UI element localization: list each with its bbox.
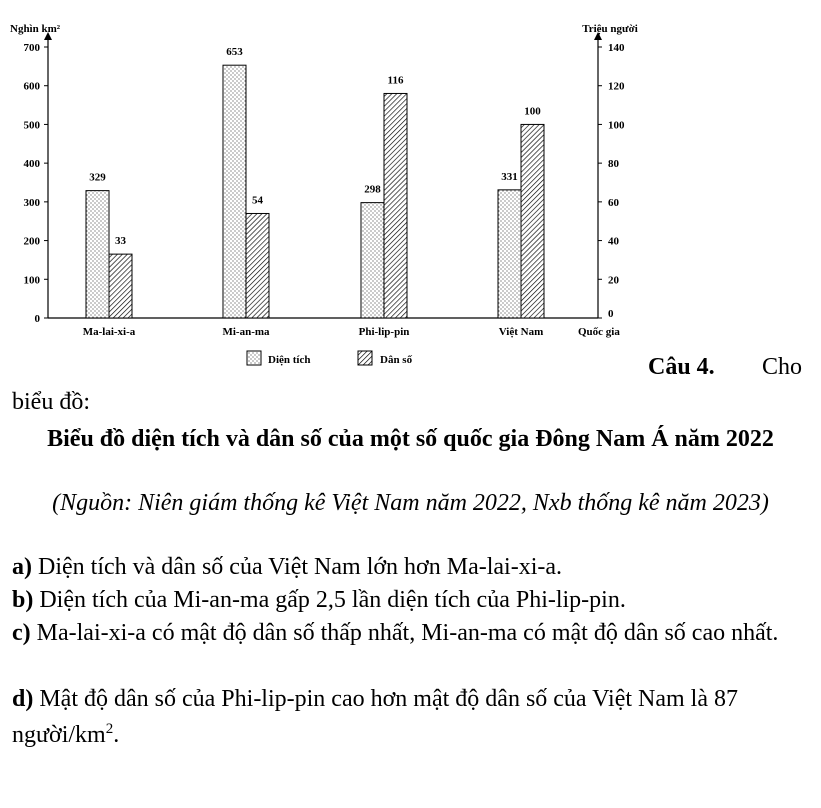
left-tick-label: 200 xyxy=(23,235,40,248)
statement-c xyxy=(12,618,812,648)
bar-chart xyxy=(0,0,821,380)
chart-source: (Nguồn: Niên giám thống kê Việt Nam năm 2022, Nxb thống kê năm 2023) xyxy=(52,490,769,516)
legend-swatch-dan-so xyxy=(358,351,372,365)
legend xyxy=(247,351,413,366)
left-tick-label: 700 xyxy=(23,42,40,54)
question-number: Câu 4. xyxy=(648,354,715,380)
statement-label: a) xyxy=(12,554,32,580)
left-tick-label: 600 xyxy=(23,80,40,93)
legend-label-dien-tich: Diện tích xyxy=(268,354,311,366)
question-lead-line2: biểu đồ: xyxy=(12,389,90,415)
statement-sup: 2 xyxy=(105,721,114,737)
value-label-dan-so: 33 xyxy=(115,235,126,248)
right-tick-label: 60 xyxy=(608,196,619,209)
left-tick-label: 300 xyxy=(23,196,40,209)
legend-swatch-dien-tich xyxy=(247,351,261,365)
value-label-dan-so: 116 xyxy=(387,74,404,87)
right-axis-title: Triệu người xyxy=(582,23,638,35)
value-label-dien-tich: 653 xyxy=(226,46,243,59)
question-lead-end: Cho xyxy=(762,354,803,380)
statement-tail: . xyxy=(113,722,120,748)
right-tick-label: 140 xyxy=(608,42,625,54)
category-label: Phi-lip-pin xyxy=(358,326,410,338)
bar-dien-tich xyxy=(86,191,109,318)
right-tick-label: 120 xyxy=(608,80,625,93)
bar-dien-tich xyxy=(361,203,384,318)
statement-text: Mật độ dân số của Phi-lip-pin cao hơn mật độ dân số của Việt Nam là 87 người/km xyxy=(12,686,739,748)
statement-label: b) xyxy=(12,587,34,613)
value-label-dan-so: 54 xyxy=(252,194,263,207)
right-tick-label: 80 xyxy=(608,158,619,171)
right-tick-label: 20 xyxy=(608,274,619,287)
left-tick-label: 0 xyxy=(34,313,40,325)
bar-dan-so xyxy=(109,254,132,318)
statement-label: c) xyxy=(12,620,31,646)
right-tick-label: 40 xyxy=(608,235,619,248)
category-label: Mi-an-ma xyxy=(222,326,270,338)
value-label-dan-so: 100 xyxy=(524,105,541,118)
left-tick-label: 100 xyxy=(23,274,40,287)
bar-dan-so xyxy=(246,213,269,318)
value-label-dien-tich: 331 xyxy=(501,170,518,183)
chart-title: Biểu đồ diện tích và dân số của một số quốc gia Đông Nam Á năm 2022 xyxy=(47,426,774,452)
right-tick-label: 0 xyxy=(608,308,614,320)
value-label-dien-tich: 329 xyxy=(89,171,106,184)
statement-a xyxy=(12,552,812,582)
right-tick-label: 100 xyxy=(608,119,625,132)
statement-text: Diện tích của Mi-an-ma gấp 2,5 lần diện tích của Phi-lip-pin. xyxy=(33,587,626,613)
statement-label: d) xyxy=(12,686,34,712)
bar-dan-so xyxy=(521,124,544,318)
statement-d xyxy=(12,684,812,750)
legend-label-dan-so: Dân số xyxy=(380,354,413,366)
left-tick-label: 500 xyxy=(23,119,40,132)
bar-dien-tich xyxy=(498,190,521,318)
statement-b xyxy=(12,585,812,615)
bar-dien-tich xyxy=(223,65,246,318)
value-label-dien-tich: 298 xyxy=(364,183,381,196)
x-axis-title: Quốc gia xyxy=(578,326,620,338)
bar-dan-so xyxy=(384,93,407,318)
left-axis-title: Nghìn km² xyxy=(10,23,61,35)
left-tick-label: 400 xyxy=(23,158,40,171)
category-label: Việt Nam xyxy=(498,326,544,338)
category-label: Ma-lai-xi-a xyxy=(82,326,136,338)
statement-text: Diện tích và dân số của Việt Nam lớn hơn Ma-lai-xi-a. xyxy=(32,554,563,580)
statement-text: Ma-lai-xi-a có mật độ dân số thấp nhất, Mi-an-ma có mật độ dân số cao nhất. xyxy=(30,620,779,646)
